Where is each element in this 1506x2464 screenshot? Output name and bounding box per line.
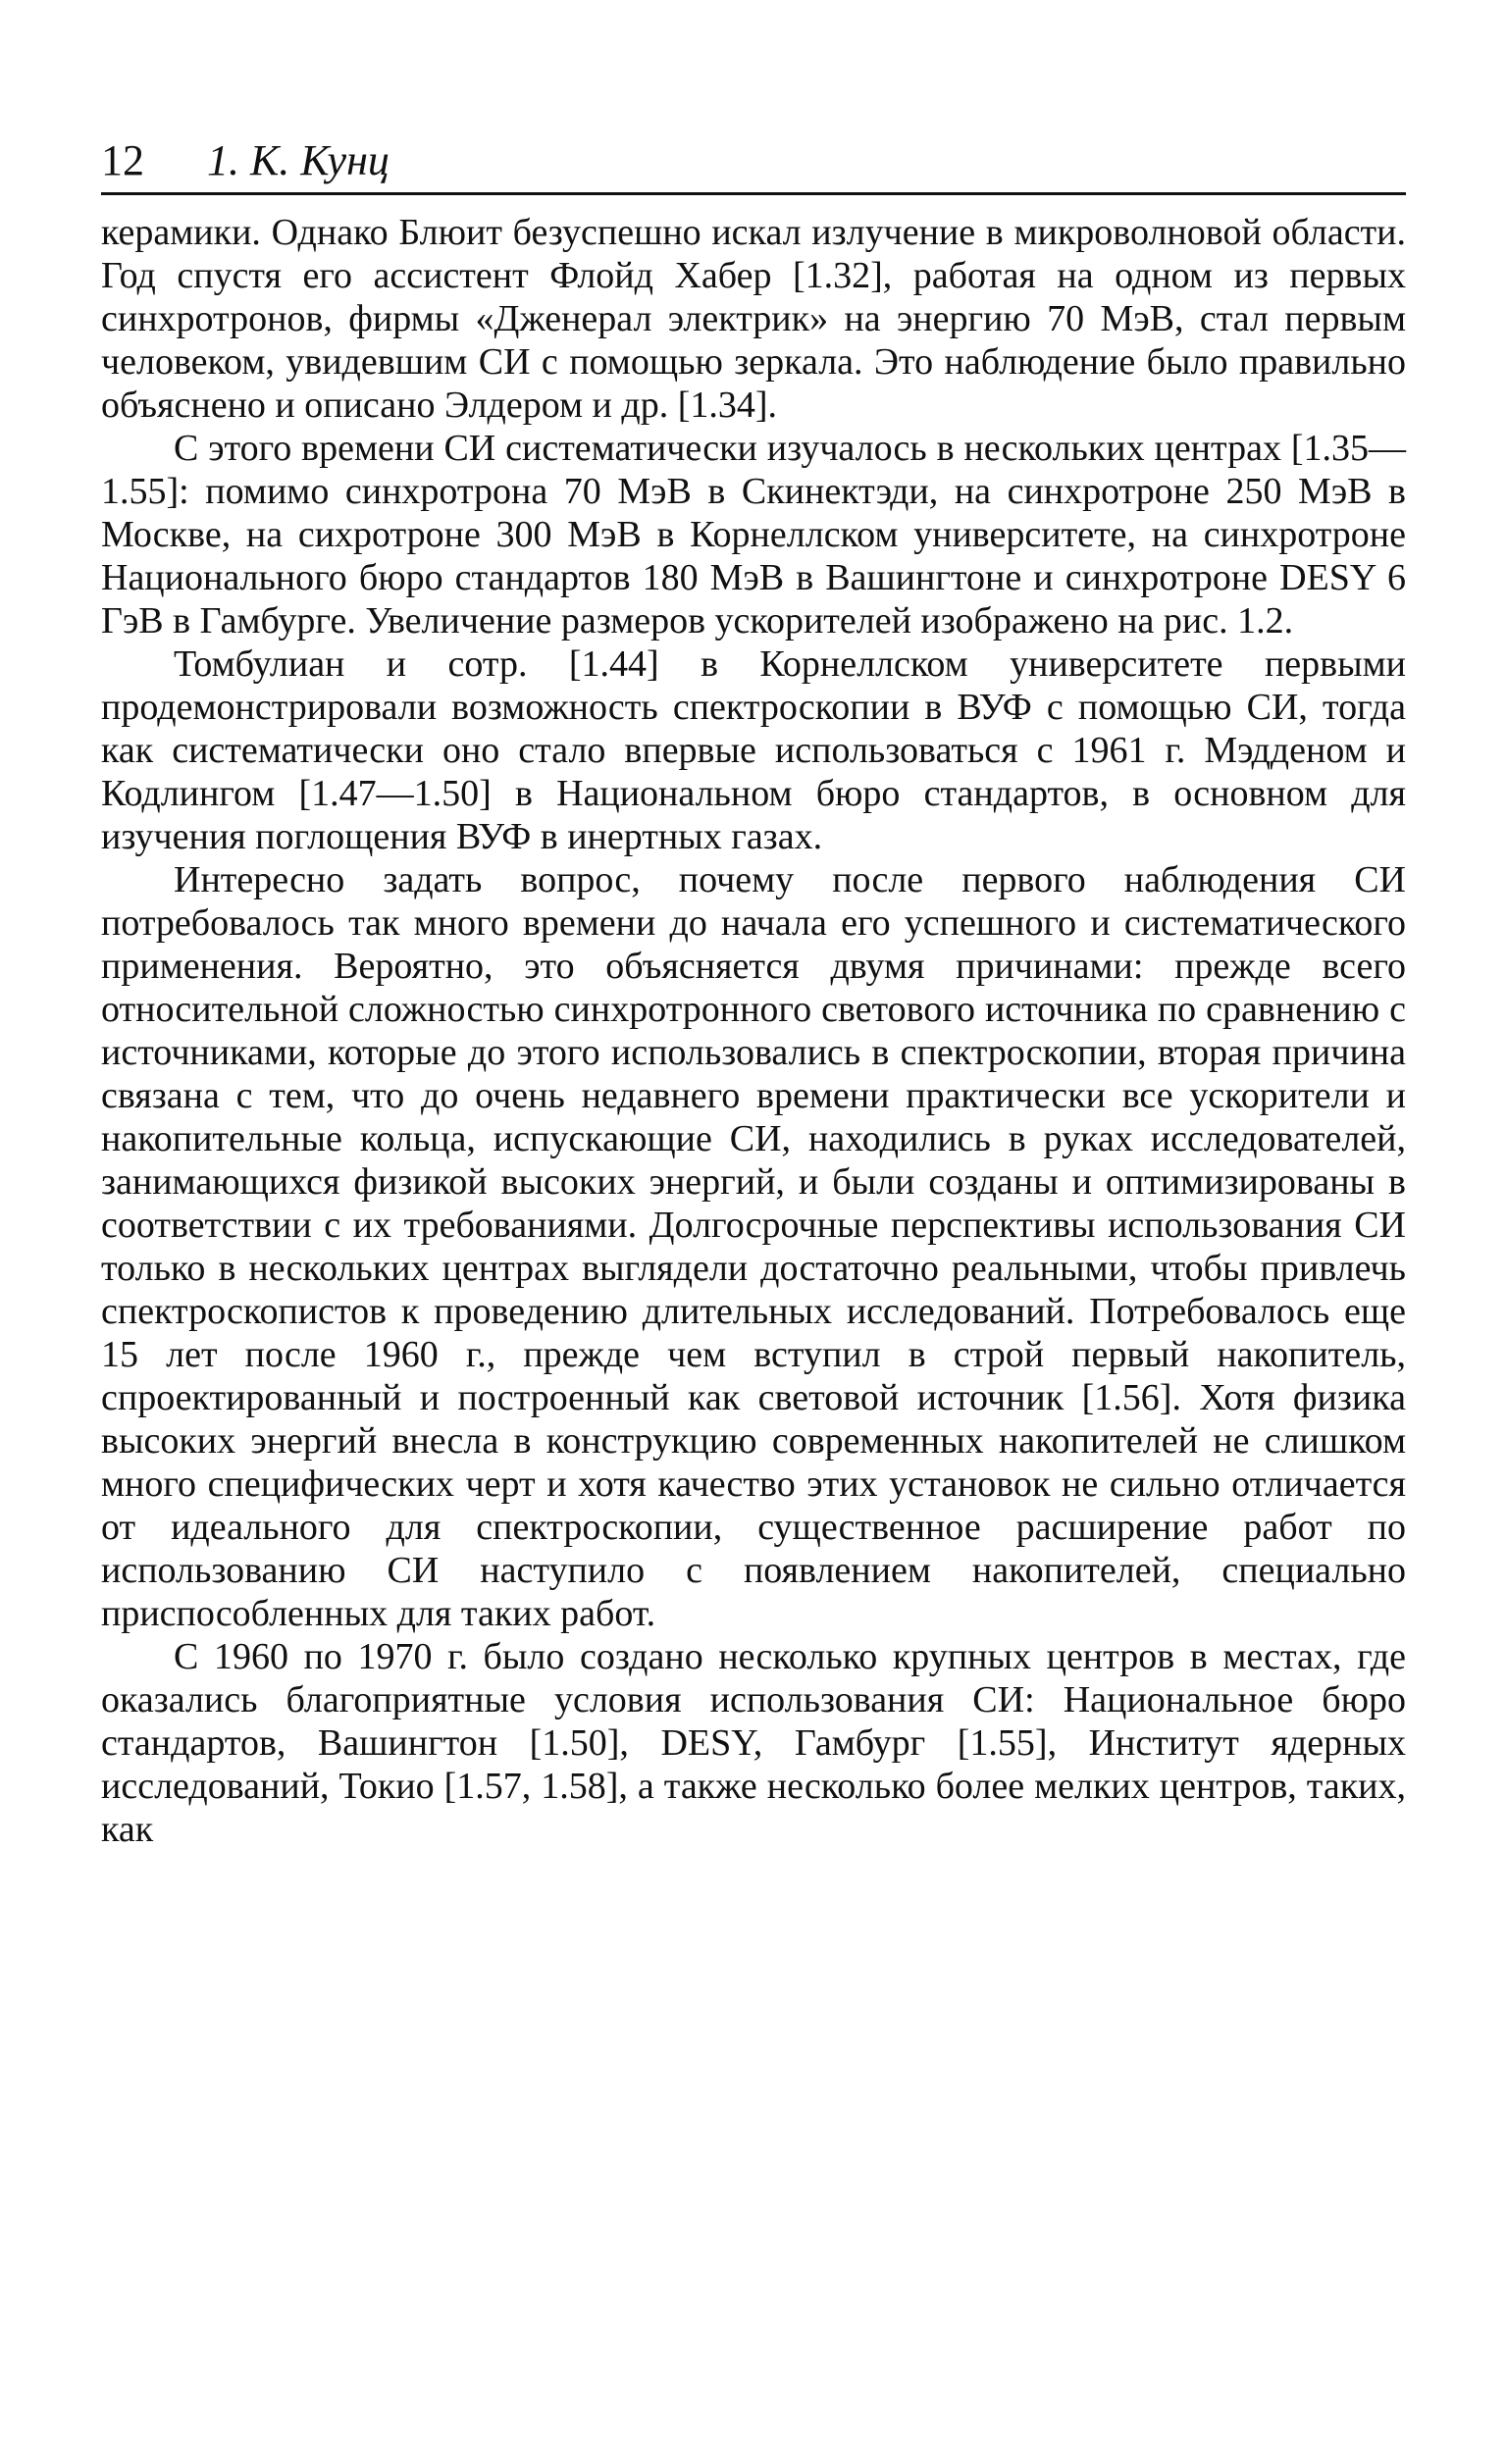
paragraph-1960-1970: С 1960 по 1970 г. было создано несколько крупных центров в местах, где оказались благоприятные условия использования СИ: Национальное бюро стандартов, Вашингтон [1.50], DESY, Гамбург [1.55], Институт ядерных исследований, Токио [1.57, 1.58], а также несколько более мелких центров, таких, как: [101, 1636, 1406, 1850]
body-text: [101, 211, 1406, 1851]
paragraph-research-centers: С этого времени СИ систематически изучалось в нескольких центрах [1.35—1.55]: помимо синхротрона 70 МэВ в Скинектэди, на синхротроне 250 МэВ в Москве, на сихротроне 300 МэВ в Корнеллском университете, на синхротроне Национального бюро стандартов 180 МэВ в Вашингтоне и синхротроне DESY 6 ГэВ в Гамбурге. Увеличение размеров ускорителей изображено на рис. 1.2.: [101, 428, 1406, 642]
paragraph-continuation: керамики. Однако Блюит безуспешно искал излучение в микроволновой области. Год спустя его ассистент Флойд Хабер [1.32], работая на одном из первых синхротронов, фирмы «Дженерал электрик» на энергию 70 МэВ, стал первым человеком, увидевшим СИ с помощью зеркала. Это наблюдение было правильно объяснено и описано Элдером и др. [1.34].: [101, 212, 1406, 426]
page-number: 12: [101, 136, 144, 184]
paragraph-why-delay: Интересно задать вопрос, почему после первого наблюдения СИ потребовалось так много времени до начала его успешного и систематического применения. Вероятно, это объясняется двумя причинами: прежде всего относительной сложностью синхротронного светового источника по сравнению с источниками, которые до этого использовались в спектроскопии, вторая причина связана с тем, что до очень недавнего времени практически все ускорители и накопительные кольца, испускающие СИ, находились в руках исследователей, занимающихся физикой высоких энергий, и были созданы и оптимизированы в соответствии с их требованиями. Долгосрочные перспективы использования СИ только в нескольких центрах выглядели достаточно реальными, чтобы привлечь спектроскопистов к проведению длительных исследований. Потребовалось еще 15 лет после 1960 г., прежде чем вступил в строй первый накопитель, спроектированный и построенный как световой источник [1.56]. Хотя физика высоких энергий внесла в конструкцию современных накопителей не слишком много специфических черт и хотя качество этих установок не сильно отличается от идеального для спектроскопии, существенное расширение работ по использованию СИ наступило с появлением накопителей, специально приспособленных для таких работ.: [101, 859, 1406, 1634]
running-title: 1. К. Кунц: [207, 136, 389, 184]
running-head: [101, 135, 1406, 195]
paragraph-tombulian: Томбулиан и сотр. [1.44] в Корнеллском университете первыми продемонстрировали возможность спектроскопии в ВУФ с помощью СИ, тогда как систематически оно стало впервые использоваться с 1961 г. Мэдденом и Кодлингом [1.47—1.50] в Национальном бюро стандартов, в основном для изучения поглощения ВУФ в инертных газах.: [101, 643, 1406, 857]
book-page: [101, 135, 1406, 1851]
